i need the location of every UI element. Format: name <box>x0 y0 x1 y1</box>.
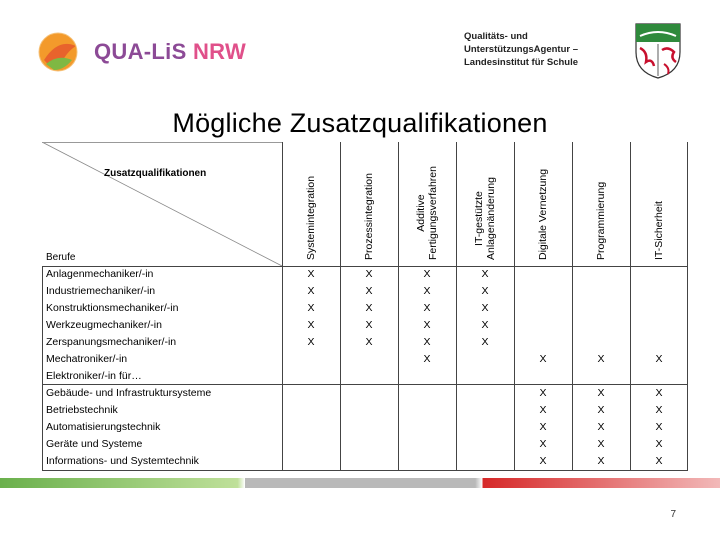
cell-mark: X <box>597 387 605 399</box>
cell-mark: X <box>597 438 605 450</box>
table-bottom-border <box>42 470 688 471</box>
column-header-label <box>415 166 439 260</box>
column-header <box>514 142 572 266</box>
cell-mark: X <box>307 285 315 297</box>
title-underline <box>42 142 282 143</box>
column-header <box>340 142 398 266</box>
cell-mark: X <box>365 268 373 280</box>
page-title: Mögliche Zusatzqualifikationen <box>172 108 548 138</box>
row-label: Gebäude- und Infrastruktursysteme <box>46 387 212 399</box>
column-divider <box>572 142 573 470</box>
cell-mark: X <box>481 319 489 331</box>
column-header-label <box>595 182 607 260</box>
row-label: Elektroniker/-in für… <box>46 370 142 382</box>
footer-color-bar <box>0 478 720 488</box>
cell-mark: X <box>539 438 547 450</box>
cell-mark: X <box>365 336 373 348</box>
cell-mark: X <box>307 336 315 348</box>
column-divider <box>340 142 341 470</box>
column-header-line: Additive <box>415 194 427 232</box>
cell-mark: X <box>539 455 547 467</box>
agency-line-2: UnterstützungsAgentur – <box>464 44 578 55</box>
row-divider <box>42 384 688 385</box>
cell-mark: X <box>423 285 431 297</box>
cell-mark: X <box>481 285 489 297</box>
column-header-line: Fertigungsverfahren <box>427 166 439 260</box>
qualis-logo-text <box>94 39 246 65</box>
column-header-line: IT-Sicherheit <box>653 201 665 260</box>
row-label: Automatisierungstechnik <box>46 421 161 433</box>
cell-mark: X <box>481 302 489 314</box>
cell-mark: X <box>481 268 489 280</box>
cell-mark: X <box>655 353 663 365</box>
agency-name <box>464 30 624 69</box>
column-divider <box>282 142 283 470</box>
page-number: 7 <box>670 509 676 520</box>
cell-mark: X <box>423 336 431 348</box>
nrw-crest-icon <box>634 22 682 80</box>
column-header-line: Programmierung <box>595 181 607 260</box>
column-header-label <box>653 201 665 260</box>
row-label: Mechatroniker/-in <box>46 353 128 365</box>
column-header-label <box>537 169 549 260</box>
cell-mark: X <box>597 404 605 416</box>
row-label: Informations- und Systemtechnik <box>46 455 199 467</box>
table-left-border <box>42 266 43 470</box>
qualis-logo-mark-icon <box>36 30 84 74</box>
corner-header-professions: Berufe <box>46 252 76 263</box>
row-label: Werkzeugmechaniker/-in <box>46 319 162 331</box>
corner-diagonal <box>42 142 282 266</box>
column-header-line: Anlagenänderung <box>485 177 497 260</box>
logo-text-qualis: QUA-LiS <box>94 39 187 64</box>
row-label: Geräte und Systeme <box>46 438 143 450</box>
cell-mark: X <box>307 302 315 314</box>
logo-text-nrw: NRW <box>192 39 247 64</box>
column-header-line: IT-gestützte <box>473 191 485 246</box>
cell-mark: X <box>423 319 431 331</box>
cell-mark: X <box>365 302 373 314</box>
cell-mark: X <box>655 455 663 467</box>
column-header-label <box>473 177 497 260</box>
column-header-line: Digitale Vernetzung <box>537 168 549 260</box>
row-label: Anlagenmechaniker/-in <box>46 268 154 280</box>
cell-mark: X <box>655 421 663 433</box>
cell-mark: X <box>597 353 605 365</box>
column-header <box>398 142 456 266</box>
row-label: Konstruktionsmechaniker/-in <box>46 302 179 314</box>
agency-line-3: Landesinstitut für Schule <box>464 57 579 68</box>
column-header <box>456 142 514 266</box>
column-header <box>282 142 340 266</box>
cell-mark: X <box>423 302 431 314</box>
column-divider <box>514 142 515 470</box>
column-header-label <box>305 176 317 260</box>
cell-mark: X <box>655 438 663 450</box>
cell-mark: X <box>481 336 489 348</box>
qualification-table <box>42 142 686 476</box>
row-label: Industriemechaniker/-in <box>46 285 156 297</box>
column-header-line: Systemintegration <box>305 175 317 260</box>
cell-mark: X <box>597 421 605 433</box>
row-label: Betriebstechnik <box>46 404 118 416</box>
column-divider <box>398 142 399 470</box>
cell-mark: X <box>365 285 373 297</box>
cell-mark: X <box>539 404 547 416</box>
cell-mark: X <box>539 387 547 399</box>
column-divider <box>630 142 631 470</box>
cell-mark: X <box>423 268 431 280</box>
cell-mark: X <box>307 319 315 331</box>
column-header-line: Prozessintegration <box>363 173 375 260</box>
cell-mark: X <box>539 421 547 433</box>
column-header-label <box>363 173 375 260</box>
cell-mark: X <box>539 353 547 365</box>
agency-line-1: Qualitäts- und <box>464 31 528 42</box>
cell-mark: X <box>655 404 663 416</box>
cell-mark: X <box>365 319 373 331</box>
column-divider <box>687 142 688 470</box>
cell-mark: X <box>597 455 605 467</box>
header-bottom-border <box>42 266 688 267</box>
cell-mark: X <box>655 387 663 399</box>
column-divider <box>456 142 457 470</box>
cell-mark: X <box>307 268 315 280</box>
qualis-logo <box>36 30 256 74</box>
corner-header-qualifications: Zusatzqualifikationen <box>104 168 207 179</box>
row-label: Zerspanungsmechaniker/-in <box>46 336 177 348</box>
column-header <box>630 142 688 266</box>
cell-mark: X <box>423 353 431 365</box>
column-header <box>572 142 630 266</box>
